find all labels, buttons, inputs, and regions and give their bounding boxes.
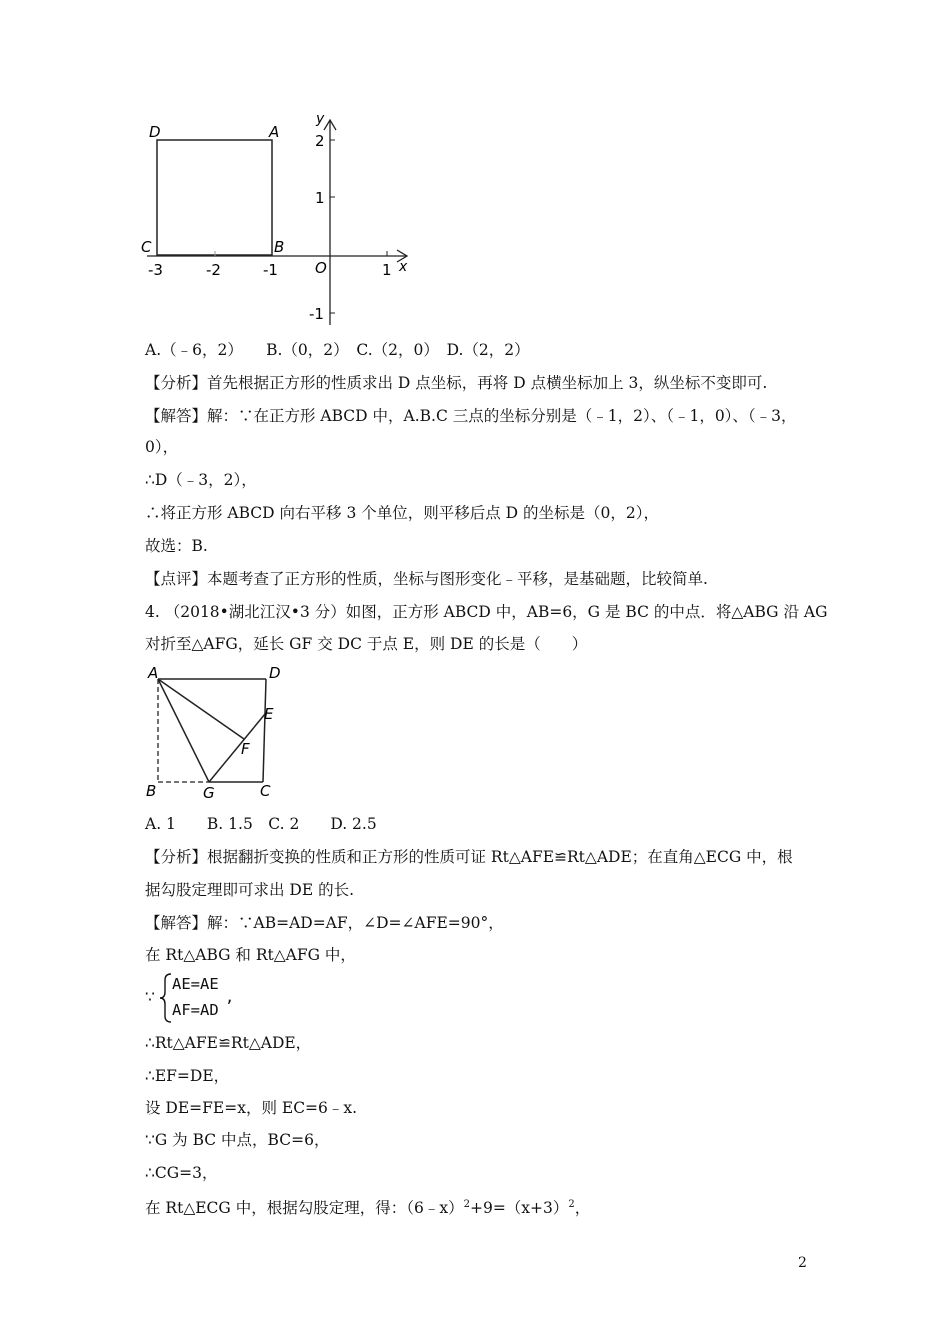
label-axis-y: y [316, 111, 325, 127]
label-F: F [241, 740, 250, 758]
exponent: 2 [568, 1199, 575, 1210]
q3-solution-line: 【解答】解：∵在正方形 ABCD 中，A.B.C 三点的坐标分别是（﹣1，2）、（﹣1，0）、（﹣3， [145, 407, 797, 425]
label-D: D [149, 123, 161, 141]
equation-system [145, 972, 265, 1024]
q4-solution-line: ∵G 为 BC 中点，BC=6， [145, 1131, 330, 1149]
label-A: A [269, 123, 280, 141]
q4-solution-line: ∴Rt△AFE≌Rt△ADE， [145, 1034, 312, 1052]
exponent: 2 [463, 1199, 470, 1210]
q4-solution-line: 在 Rt△ABG 和 Rt△AFG 中， [145, 946, 356, 964]
label-B: B [146, 782, 157, 800]
y-tick-label: 2 [315, 132, 325, 150]
q3-solution-line: ∴D（﹣3，2）， [145, 471, 257, 489]
q4-options: A. 1 B. 1.5 C. 2 D. 2.5 [145, 815, 377, 833]
left-brace-icon [159, 972, 173, 1024]
y-tick-label: -1 [309, 305, 324, 323]
q3-solution-line: 0）， [145, 438, 179, 456]
x-tick-label: -1 [263, 261, 278, 279]
label-C: C [260, 782, 271, 800]
equation-text: 在 Rt△ECG 中，根据勾股定理，得：（6﹣x） [145, 1199, 464, 1218]
x-tick-label: 1 [382, 261, 392, 279]
x-tick-label: -2 [206, 261, 221, 279]
q4-solution-line: 【解答】解：∵AB=AD=AF，∠D=∠AFE=90°， [145, 914, 504, 932]
folding-square-figure [140, 662, 290, 802]
q4-solution-line: ∴CG=3， [145, 1164, 218, 1182]
label-E: E [264, 705, 274, 723]
equation-line: AE=AE [172, 975, 219, 993]
q3-options: A.（﹣6，2） B.（0，2） C.（2，0） D.（2，2） [145, 341, 530, 359]
coordinate-square-figure [135, 105, 425, 330]
q3-comment: 【点评】本题考查了正方形的性质，坐标与图形变化﹣平移，是基础题，比较简单. [145, 570, 708, 588]
equation-line: AF=AD [172, 1001, 219, 1019]
q4-solution-line: 设 DE=FE=x，则 EC=6﹣x. [145, 1099, 358, 1117]
label-C: C [141, 238, 152, 256]
equation-comma: , [225, 988, 235, 1006]
q4-analysis: 【分析】根据翻折变换的性质和正方形的性质可证 Rt△AFE≌Rt△ADE；在直角△ECG 中，根 [145, 848, 793, 866]
equation-text: ， [574, 1199, 591, 1218]
label-axis-x: x [399, 259, 408, 275]
y-tick-label: 1 [315, 189, 325, 207]
label-D: D [269, 664, 281, 682]
q4-analysis: 据勾股定理即可求出 DE 的长. [145, 881, 355, 899]
q4-solution-line: ∴EF=DE， [145, 1067, 230, 1085]
label-B: B [274, 238, 285, 256]
square-abcd [157, 140, 272, 255]
q4-solution-line [145, 1195, 590, 1218]
page-number: 2 [798, 1255, 807, 1271]
label-origin: O [315, 259, 327, 277]
q4-stem: 对折至△AFG，延长 GF 交 DC 于点 E，则 DE 的长是（ ） [145, 635, 588, 653]
x-tick-label: -3 [148, 261, 163, 279]
q4-stem: 4. （2018•湖北江汉•3 分）如图，正方形 ABCD 中，AB=6，G 是 BC 的中点．将△ABG 沿 AG [145, 603, 828, 621]
q3-solution-line: ∴将正方形 ABCD 向右平移 3 个单位，则平移后点 D 的坐标是（0，2）， [145, 504, 659, 522]
q3-analysis: 【分析】首先根据正方形的性质求出 D 点坐标，再将 D 点横坐标加上 3，纵坐标不变即可. [145, 374, 768, 392]
label-A: A [148, 664, 159, 682]
therefore-symbol: ∵ [145, 988, 155, 1006]
q3-answer: 故选：B. [145, 537, 208, 555]
equation-text: +9=（x+3） [469, 1199, 569, 1218]
label-G: G [203, 784, 215, 802]
